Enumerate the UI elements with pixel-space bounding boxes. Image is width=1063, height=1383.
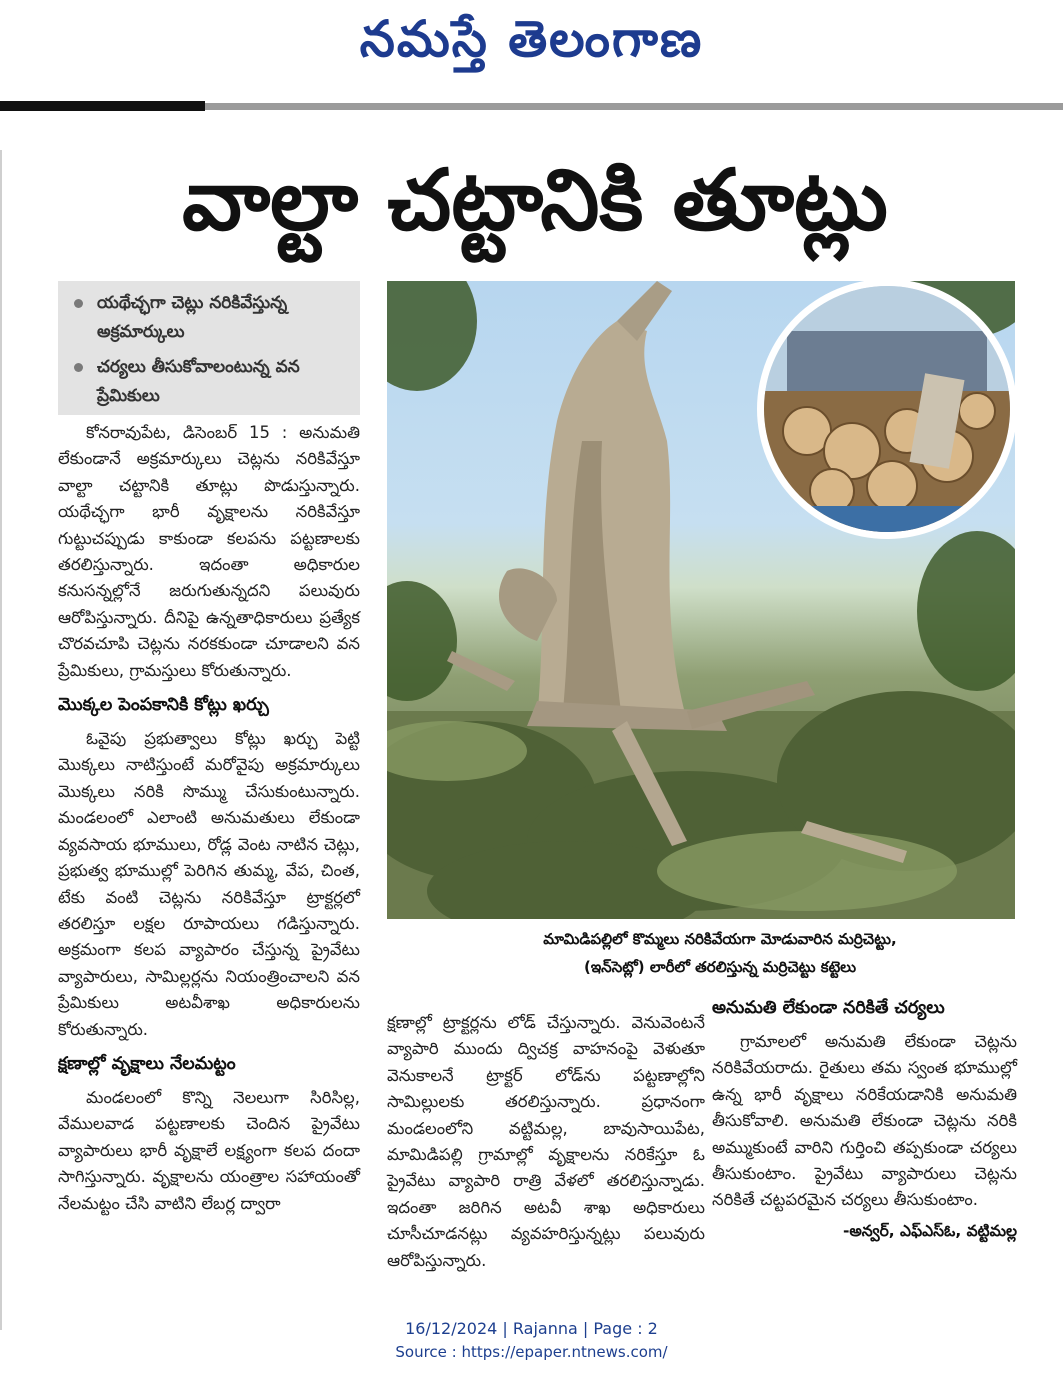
newspaper-name: నమస్తే తెలంగాణ xyxy=(359,9,704,68)
news-photo-banyan-tree xyxy=(387,281,1015,919)
subheading-action: అనుమతి లేకుండా నరికితే చర్యలు xyxy=(712,998,945,1018)
footer-source-link[interactable]: Source : https://epaper.ntnews.com/ xyxy=(395,1343,668,1361)
highlight-item xyxy=(70,353,350,411)
caption-line: మామిడిపల్లిలో కొమ్మలు నరికివేయగా మోడువారిన మర్రిచెట్టు, xyxy=(543,930,897,948)
masthead-logo xyxy=(0,0,1063,90)
subheading-trees-felled: క్షణాల్లో వృక్షాలు నేలమట్టం xyxy=(58,1053,236,1074)
highlight-text: యథేచ్ఛగా చెట్లు నరికివేస్తున్న అక్రమార్కులు xyxy=(97,293,288,342)
article-paragraph: ఓవైపు ప్రభుత్వాలు కోట్లు ఖర్చు పెట్టి మొక్కలు నాటిస్తుంటే మరోవైపు అక్రమార్కులు మొక్కలు నరికి సొమ్ము చేసుకుంటున్నారు. మండలంలో ఎలాంటి అనుమతులు లేకుండా వ్యవసాయ భూములు, రోడ్ల వెంట నాటిన చెట్లు, ప్రభుత్వ భూముల్లో పెరిగిన తుమ్మ, వేప, చింత, టేకు వంటి చెట్లను నరికివేస్తూ ట్రాక్టర్లలో తరలిస్తూ లక్షల రూపాయలు గడిస్తున్నారు. అక్రమంగా కలప వ్యాపారం చేస్తున్న ప్రైవేటు వ్యాపారులు, సామిల్లర్లను నియంత్రించాలని వన ప్రేమికులు అటవీశాఖ అధికారులను కోరుతున్నారు. xyxy=(58,729,360,1039)
caption-line: (ఇన్‌సెట్లో) లారీలో తరలిస్తున్న మర్రిచెట్టు కట్టెలు xyxy=(583,958,857,976)
photo-caption xyxy=(420,925,1020,981)
headline: వాల్టా చట్టానికి తూట్లు xyxy=(182,151,888,249)
article-column-3 xyxy=(712,995,1017,1285)
article-paragraph: క్షణాల్లో ట్రాక్టర్లను లోడ్ చేస్తున్నారు. వెనువెంటనే వ్యాపారి ముందు ద్విచక్ర వాహనంపై వెళుతూ వెనుకాలనే ట్రాక్టర్ లోడ్‌ను పట్టణాల్లోని సామిల్లులకు తరలిస్తున్నారు. ప్రధానంగా మండలంలోని వట్టిమల్ల, బావుసాయిపేట, మామిడిపల్లి గ్రామాల్లో వృక్షాలను నరికేస్తూ ఓ ప్రైవేటు వ్యాపారి రాత్రి వేళలో తరలిస్తున్నాడు. ఇదంతా జరిగిన అటవీ శాఖ అధికారులు చూసీచూడనట్లు వ్యవహరిస్తున్నట్లు పలువురు ఆరోపిస్తున్నారు. xyxy=(387,1013,705,1270)
article-paragraph: గ్రామాలలో అనుమతి లేకుండా చెట్లను నరికివేయరాదు. రైతులు తమ స్వంత భూముల్లో ఉన్న భారీ వృక్షాలు నరికేయడానికి అనుమతి తీసుకోవాలి. అనుమతి లేకుండా చెట్లను నరికి అమ్ముకుంటే వారిని గుర్తించి తప్పకుండా చర్యలు తీసుకుంటాం. ప్రైవేటు వ్యాపారులు చెట్లను నరికితే చట్టపరమైన చర్యలు తీసుకుంటాం. xyxy=(712,1032,1017,1210)
bullet-dot-icon xyxy=(74,299,83,308)
subheading-saplings: మొక్కల పెంపకానికి కోట్లు ఖర్చు xyxy=(58,695,269,716)
footer-date-line: 16/12/2024 | Rajanna | Page : 2 xyxy=(405,1319,658,1338)
highlights-box xyxy=(58,281,360,415)
header-rule-dark xyxy=(0,101,205,111)
highlight-item xyxy=(70,289,350,347)
bullet-dot-icon xyxy=(74,363,83,372)
article-paragraph: మండలంలో కొన్ని నెలలుగా సిరిసిల్ల, వేములవాడ పట్టణాలకు చెందిన ప్రైవేటు వ్యాపారులు భారీ వృక్షాలే లక్ష్యంగా కలప దందా సాగిస్తున్నారు. వృక్షాలను యంత్రాల సహాయంతో నేలమట్టం చేసి వాటిని లేబర్ల ద్వారా xyxy=(58,1087,360,1213)
article-intro: కోనరావుపేట, డిసెంబర్ 15 : అనుమతి లేకుండానే అక్రమార్కులు చెట్లను నరికివేస్తూ వాల్టా చట్టానికి తూట్లు పొడుస్తున్నారు. యథేచ్ఛగా భారీ వృక్షాలను నరికివేస్తూ గుట్టుచప్పుడు కాకుండా కలపను పట్టణాలకు తరలిస్తున్నారు. ఇదంతా అధికారుల కనుసన్నల్లోనే జరుగుతున్నదని పలువురు ఆరోపిస్తున్నారు. దీనిపై ఉన్నతాధికారులు ప్రత్యేక చొరవచూపి చెట్లను నరకకుండా చూడాలని వన ప్రేమికులు, గ్రామస్తులు కోరుతున్నారు. xyxy=(58,423,360,680)
header-rule-grey xyxy=(205,103,1063,110)
photo-illustration xyxy=(387,281,1015,919)
article-column-1 xyxy=(58,420,360,1288)
article-column-2 xyxy=(387,1010,705,1288)
left-margin-rule xyxy=(0,150,2,1330)
highlight-text: చర్యలు తీసుకోవాలంటున్న వన ప్రేమికులు xyxy=(97,357,300,406)
byline: -అన్వర్, ఎఫ్ఎస్ఓ, వట్టిమల్ల xyxy=(842,1221,1017,1240)
